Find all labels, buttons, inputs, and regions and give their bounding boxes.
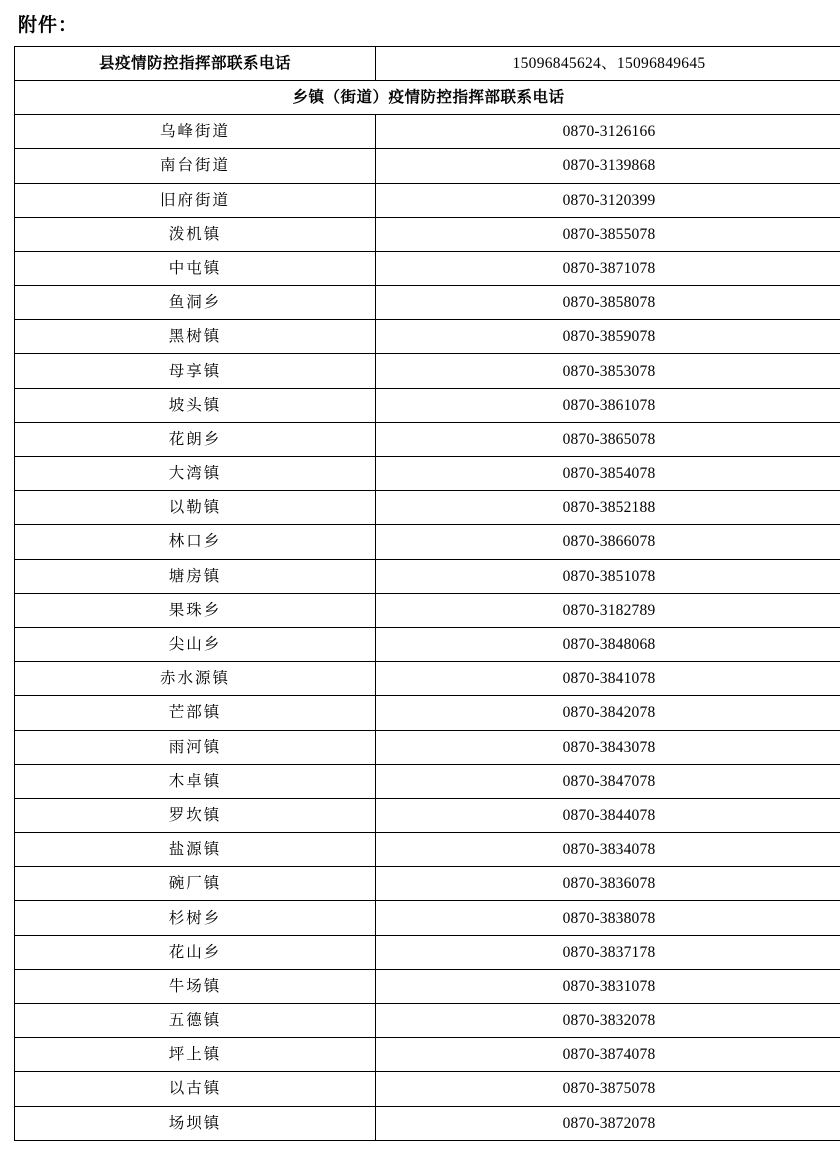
contact-phone-table	[14, 46, 840, 1141]
town-phone-cell: 0870-3847078	[376, 764, 840, 798]
town-name-cell: 盐源镇	[15, 833, 376, 867]
town-phone-cell: 0870-3859078	[376, 320, 840, 354]
town-name-cell: 果珠乡	[15, 593, 376, 627]
town-phone-cell: 0870-3844078	[376, 798, 840, 832]
table-row	[15, 217, 840, 251]
table-row	[15, 388, 840, 422]
town-name-cell: 碗厂镇	[15, 867, 376, 901]
town-name-cell: 罗坎镇	[15, 798, 376, 832]
table-row	[15, 457, 840, 491]
town-name-cell: 林口乡	[15, 525, 376, 559]
table-row	[15, 627, 840, 661]
town-phone-cell: 0870-3120399	[376, 183, 840, 217]
town-phone-cell: 0870-3865078	[376, 422, 840, 456]
town-name-cell: 中屯镇	[15, 251, 376, 285]
table-row	[15, 764, 840, 798]
table-row	[15, 1004, 840, 1038]
town-phone-cell: 0870-3831078	[376, 969, 840, 1003]
town-phone-cell: 0870-3842078	[376, 696, 840, 730]
town-name-cell: 杉树乡	[15, 901, 376, 935]
table-row	[15, 149, 840, 183]
town-phone-cell: 0870-3872078	[376, 1106, 840, 1140]
town-phone-cell: 0870-3126166	[376, 115, 840, 149]
town-name-cell: 赤水源镇	[15, 662, 376, 696]
town-name-cell: 南台街道	[15, 149, 376, 183]
section-title-row	[15, 80, 840, 114]
table-row	[15, 798, 840, 832]
town-name-cell: 木卓镇	[15, 764, 376, 798]
table-row	[15, 286, 840, 320]
town-phone-cell: 0870-3854078	[376, 457, 840, 491]
table-row	[15, 593, 840, 627]
town-phone-cell: 0870-3182789	[376, 593, 840, 627]
town-name-cell: 黑树镇	[15, 320, 376, 354]
town-phone-cell: 0870-3832078	[376, 1004, 840, 1038]
town-phone-cell: 0870-3834078	[376, 833, 840, 867]
town-phone-cell: 0870-3851078	[376, 559, 840, 593]
table-row	[15, 251, 840, 285]
town-name-cell: 乌峰街道	[15, 115, 376, 149]
town-phone-cell: 0870-3139868	[376, 149, 840, 183]
town-name-cell: 场坝镇	[15, 1106, 376, 1140]
table-row	[15, 320, 840, 354]
town-phone-cell: 0870-3853078	[376, 354, 840, 388]
town-phone-cell: 0870-3866078	[376, 525, 840, 559]
town-name-cell: 花朗乡	[15, 422, 376, 456]
table-row	[15, 491, 840, 525]
town-name-cell: 雨河镇	[15, 730, 376, 764]
table-row	[15, 1072, 840, 1106]
town-phone-cell: 0870-3848068	[376, 627, 840, 661]
table-row	[15, 525, 840, 559]
attachment-label: 附件：	[18, 14, 79, 36]
town-name-cell: 旧府街道	[15, 183, 376, 217]
town-phone-cell: 0870-3841078	[376, 662, 840, 696]
table-row	[15, 115, 840, 149]
town-name-cell: 芒部镇	[15, 696, 376, 730]
town-name-cell: 塘房镇	[15, 559, 376, 593]
table-row	[15, 935, 840, 969]
county-command-row	[15, 46, 840, 80]
town-name-cell: 以勒镇	[15, 491, 376, 525]
town-name-cell: 花山乡	[15, 935, 376, 969]
county-command-label: 县疫情防控指挥部联系电话	[15, 46, 376, 80]
town-phone-cell: 0870-3837178	[376, 935, 840, 969]
table-row	[15, 183, 840, 217]
town-phone-cell: 0870-3843078	[376, 730, 840, 764]
table-row	[15, 1038, 840, 1072]
town-name-cell: 以古镇	[15, 1072, 376, 1106]
table-row	[15, 901, 840, 935]
table-row	[15, 559, 840, 593]
table-row	[15, 969, 840, 1003]
table-row	[15, 422, 840, 456]
town-phone-cell: 0870-3874078	[376, 1038, 840, 1072]
town-phone-cell: 0870-3875078	[376, 1072, 840, 1106]
town-name-cell: 五德镇	[15, 1004, 376, 1038]
table-body	[15, 46, 840, 1140]
town-name-cell: 坪上镇	[15, 1038, 376, 1072]
town-phone-cell: 0870-3861078	[376, 388, 840, 422]
town-name-cell: 母享镇	[15, 354, 376, 388]
table-row	[15, 1106, 840, 1140]
town-name-cell: 牛场镇	[15, 969, 376, 1003]
town-phone-cell: 0870-3871078	[376, 251, 840, 285]
town-phone-cell: 0870-3858078	[376, 286, 840, 320]
town-phone-cell: 0870-3852188	[376, 491, 840, 525]
town-name-cell: 坡头镇	[15, 388, 376, 422]
town-name-cell: 鱼洞乡	[15, 286, 376, 320]
town-phone-cell: 0870-3855078	[376, 217, 840, 251]
section-title: 乡镇（街道）疫情防控指挥部联系电话	[15, 80, 840, 114]
town-name-cell: 大湾镇	[15, 457, 376, 491]
town-name-cell: 泼机镇	[15, 217, 376, 251]
table-row	[15, 662, 840, 696]
table-row	[15, 354, 840, 388]
town-name-cell: 尖山乡	[15, 627, 376, 661]
table-row	[15, 730, 840, 764]
town-phone-cell: 0870-3838078	[376, 901, 840, 935]
table-row	[15, 696, 840, 730]
table-row	[15, 833, 840, 867]
town-phone-cell: 0870-3836078	[376, 867, 840, 901]
county-command-phone: 15096845624、15096849645	[376, 46, 840, 80]
table-row	[15, 867, 840, 901]
